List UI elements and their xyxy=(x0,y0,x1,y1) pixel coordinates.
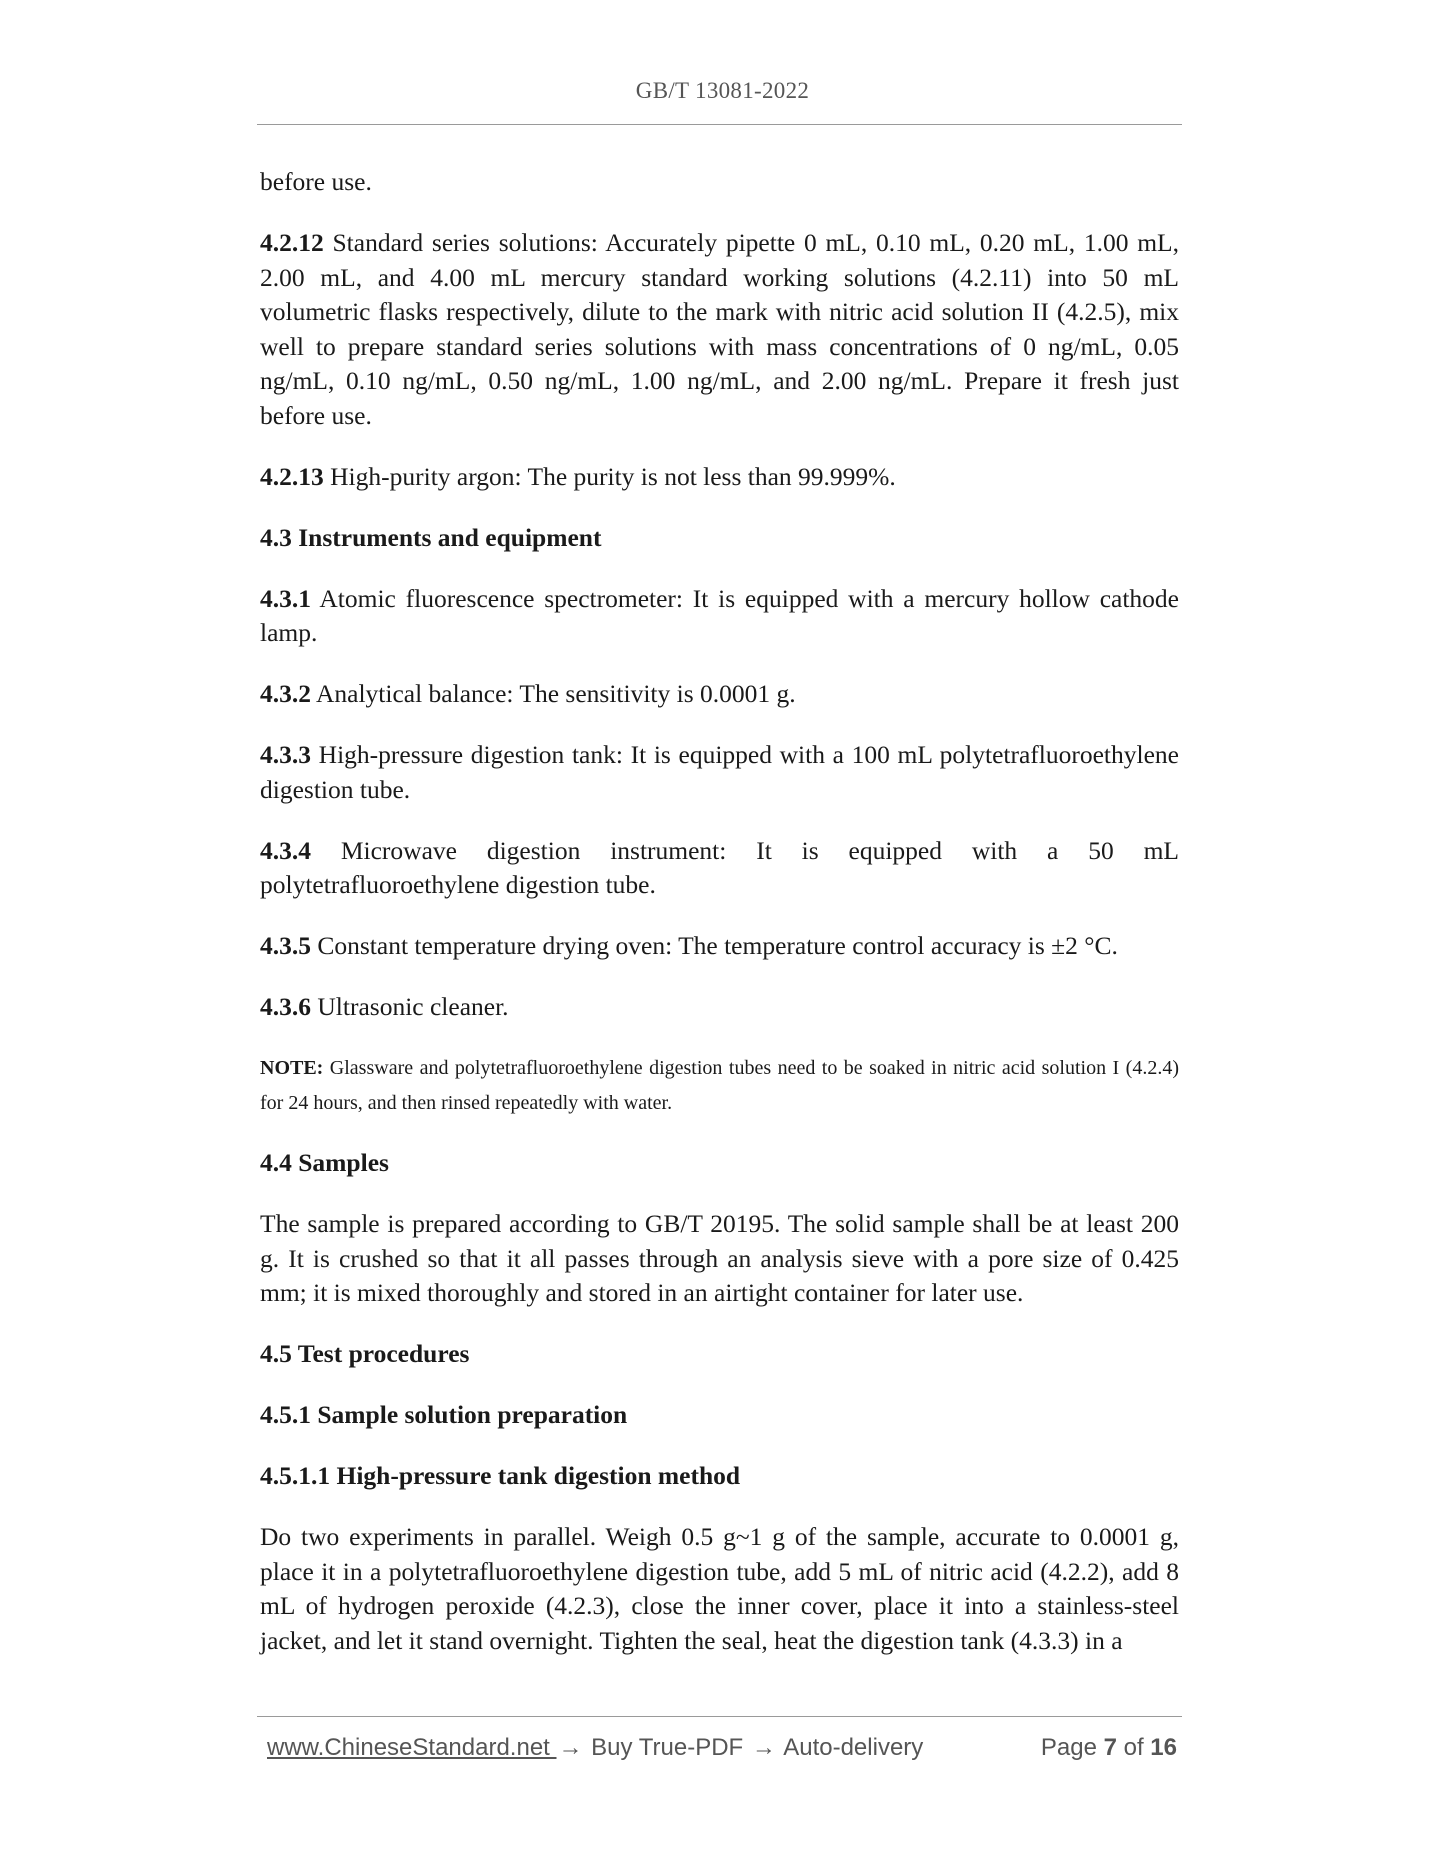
note-text: Glassware and polytetrafluoroethylene digestion tubes need to be soaked in nitric acid solution I (4.2.4) for 24 hours, and then rinsed repeatedly with water. xyxy=(260,1057,1179,1114)
document-header xyxy=(0,78,1445,104)
clause-number: 4.2.12 xyxy=(260,228,324,257)
clause-text: High-purity argon: The purity is not less than 99.999%. xyxy=(323,461,896,491)
heading-4-5-1: 4.5.1 Sample solution preparation xyxy=(260,1400,628,1429)
clause-4-3-5 xyxy=(260,929,1179,964)
arrow-right-icon: → xyxy=(558,1734,583,1761)
page-footer xyxy=(267,1734,1177,1762)
clause-text: High-pressure digestion tank: It is equipped with a 100 mL polytetrafluoroethylene digestion tube. xyxy=(260,740,1179,804)
clause-4-3-1 xyxy=(260,582,1179,651)
clause-number: 4.2.13 xyxy=(260,461,324,491)
website-link[interactable]: www.ChineseStandard.net xyxy=(267,1734,557,1761)
clause-number: 4.3.5 xyxy=(260,931,311,960)
clause-4-3-6 xyxy=(260,990,1179,1025)
page-indicator xyxy=(1041,1734,1177,1762)
heading-4-5-1-1: 4.5.1.1 High-pressure tank digestion method xyxy=(260,1461,741,1490)
clause-4-3-3 xyxy=(260,738,1179,807)
standard-number: GB/T 13081-2022 xyxy=(635,78,810,103)
clause-text: Ultrasonic cleaner. xyxy=(311,992,509,1021)
clause-number: 4.3.1 xyxy=(260,583,311,613)
delivery-text: Auto-delivery xyxy=(777,1734,924,1761)
heading-4-5: 4.5 Test procedures xyxy=(260,1339,470,1368)
header-divider xyxy=(257,124,1182,125)
heading-4-4: 4.4 Samples xyxy=(260,1148,389,1177)
note xyxy=(260,1051,1179,1120)
clause-text: Constant temperature drying oven: The temperature control accuracy is ±2 °C. xyxy=(311,931,1118,960)
note-label: NOTE: xyxy=(260,1057,324,1079)
clause-number: 4.3.2 xyxy=(260,679,311,708)
of-label: of xyxy=(1116,1734,1151,1761)
clause-number: 4.3.3 xyxy=(260,740,311,769)
clause-4-3-2 xyxy=(260,677,1179,712)
clause-4-2-12 xyxy=(260,226,1179,433)
buy-text: Buy True-PDF xyxy=(584,1734,750,1761)
page-number: 7 xyxy=(1103,1734,1117,1761)
page-body xyxy=(260,165,1179,1685)
footer-divider xyxy=(257,1716,1182,1717)
clause-number: 4.3.4 xyxy=(260,835,311,865)
clause-4-2-13 xyxy=(260,460,1179,495)
paragraph-continuation: before use. xyxy=(260,167,372,196)
arrow-right-icon: → xyxy=(751,1734,776,1761)
clause-number: 4.3.6 xyxy=(260,992,311,1021)
heading-4-3: 4.3 Instruments and equipment xyxy=(260,522,602,552)
paragraph-digestion-method: Do two experiments in parallel. Weigh 0.5 g~1 g of the sample, accurate to 0.0001 g, place it in a polytetrafluoroethylene digestion tube, add 5 mL of nitric acid (4.2.2), add 8 mL of hydrogen peroxide (4.2.3), close the inner cover, place it into a stainless-steel jacket, and let it stand overnight. Tighten the seal, heat the digestion tank (4.3.3) in a xyxy=(260,1522,1179,1655)
clause-text: Standard series solutions: Accurately pipette 0 mL, 0.10 mL, 0.20 mL, 1.00 mL, 2.00 mL, and 4.00 mL mercury standard working solutions (4.2.11) into 50 mL volumetric flasks respectively, dilute to the mark with nitric acid solution II (4.2.5), mix well to prepare standard series solutions with mass concentrations of 0 ng/mL, 0.05 ng/mL, 0.10 ng/mL, 0.50 ng/mL, 1.00 ng/mL, and 2.00 ng/mL. Prepare it fresh just before use. xyxy=(260,228,1179,430)
page-total: 16 xyxy=(1150,1734,1177,1761)
clause-4-3-4 xyxy=(260,834,1179,903)
clause-text: Microwave digestion instrument: It is equipped with a 50 mL polytetrafluoroethylene digestion tube. xyxy=(260,835,1179,899)
page-label: Page xyxy=(1040,1734,1104,1761)
clause-text: Analytical balance: The sensitivity is 0.0001 g. xyxy=(311,679,796,708)
clause-text: Atomic fluorescence spectrometer: It is equipped with a mercury hollow cathode lamp. xyxy=(260,583,1179,647)
paragraph-samples: The sample is prepared according to GB/T 20195. The solid sample shall be at least 200 g. It is crushed so that it all passes through an analysis sieve with a pore size of 0.425 mm; it is mixed thoroughly and stored in an airtight container for later use. xyxy=(260,1209,1179,1307)
